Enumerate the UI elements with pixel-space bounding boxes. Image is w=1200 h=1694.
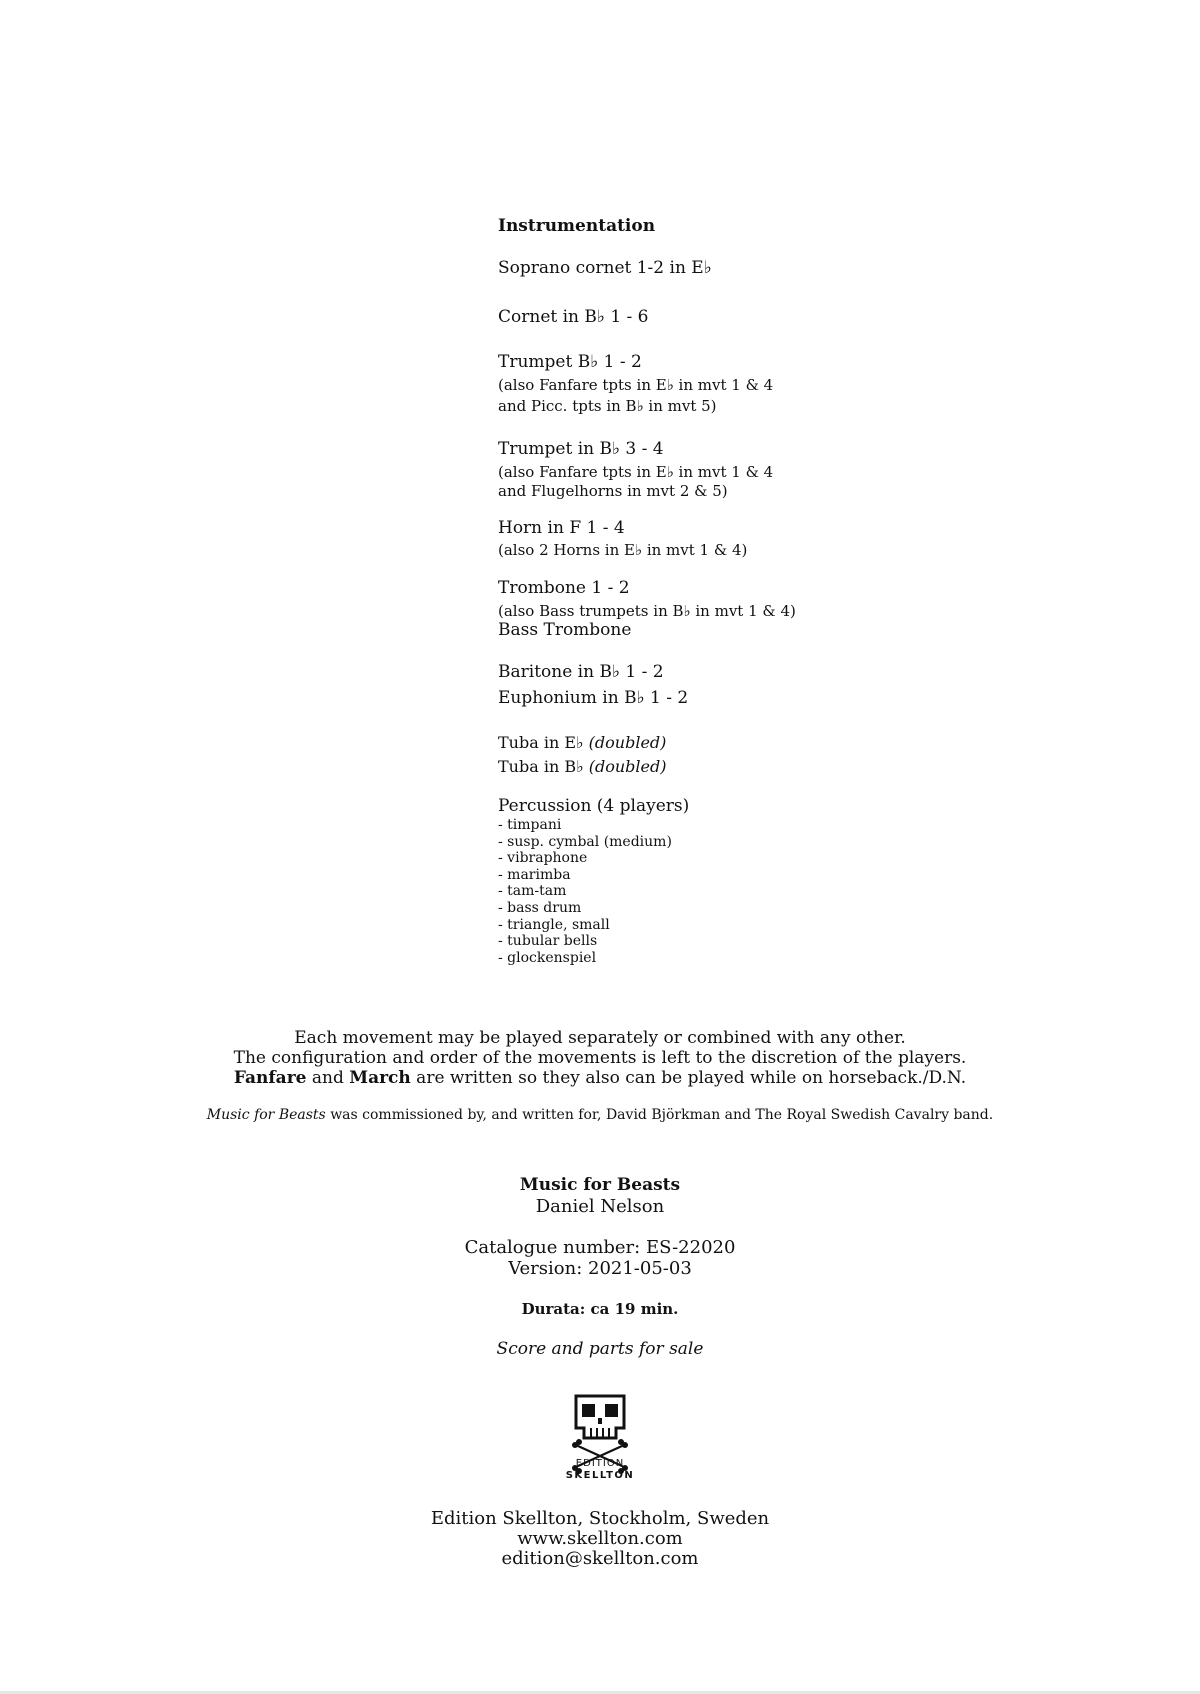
instrument-tuba-eb — [498, 733, 666, 752]
instrument-trumpet-3-4: Trumpet in B♭ 3 - 4 — [498, 439, 664, 459]
instrument-baritone: Baritone in B♭ 1 - 2 — [498, 662, 664, 682]
commission-text: was commissioned by, and written for, David Björkman and The Royal Swedish Cavalry band. — [325, 1107, 994, 1123]
commission-title: Music for Beasts — [206, 1107, 326, 1123]
publisher-email: edition@skellton.com — [501, 1548, 699, 1569]
percussion-item: - tubular bells — [498, 933, 598, 950]
instrument-note: (also Bass trumpets in B♭ in mvt 1 & 4) — [498, 602, 796, 620]
percussion-item: - marimba — [498, 866, 571, 883]
logo-text-edition: EDITION — [575, 1458, 625, 1469]
catalogue-number: Catalogue number: ES-22020 — [464, 1237, 736, 1258]
performance-notes — [0, 1028, 1200, 1088]
percussion-item: - bass drum — [498, 899, 582, 916]
percussion-item: - timpani — [498, 817, 562, 833]
instrument-euphonium: Euphonium in B♭ 1 - 2 — [498, 688, 689, 708]
instrumentation-heading: Instrumentation — [498, 216, 656, 236]
instrument-tuba-bb — [498, 757, 666, 776]
instrument-note: and Flugelhorns in mvt 2 & 5) — [498, 482, 728, 500]
instrument-cornet: Cornet in B♭ 1 - 6 — [498, 307, 649, 327]
percussion-list — [498, 817, 672, 966]
instrument-note: (also Fanfare tpts in E♭ in mvt 1 & 4 — [498, 463, 774, 481]
instrument-soprano-cornet: Soprano cornet 1-2 in E♭ — [498, 258, 712, 278]
percussion-item: - tam-tam — [498, 883, 567, 900]
composer-name: Daniel Nelson — [535, 1196, 665, 1217]
performance-note-line — [0, 1068, 1200, 1088]
publisher-website: www.skellton.com — [517, 1528, 683, 1549]
instrument-trumpet-1-2: Trumpet B♭ 1 - 2 — [498, 352, 642, 372]
percussion-item: - susp. cymbal (medium) — [498, 833, 672, 850]
percussion-item: - vibraphone — [498, 850, 588, 867]
instrument-note: and Picc. tpts in B♭ in mvt 5) — [498, 397, 717, 415]
tuba-bb-label: Tuba in B♭ — [498, 757, 584, 776]
doubled-note: (doubled) — [588, 757, 667, 776]
logo-text-skellton: SKELLTON — [565, 1470, 635, 1481]
tuba-eb-label: Tuba in E♭ — [498, 733, 584, 752]
percussion-item: - glockenspiel — [498, 949, 597, 966]
performance-note-rest: are written so they also can be played while on horseback./D.N. — [410, 1068, 967, 1088]
publisher-contact — [0, 1509, 1200, 1569]
instrument-note: (also 2 Horns in E♭ in mvt 1 & 4) — [498, 541, 748, 559]
march-label: March — [349, 1068, 411, 1088]
percussion-item: - triangle, small — [498, 916, 610, 933]
version: Version: 2021-05-03 — [508, 1258, 692, 1279]
doubled-note: (doubled) — [588, 733, 667, 752]
and-text: and — [306, 1068, 350, 1088]
instrument-note: (also Fanfare tpts in E♭ in mvt 1 & 4 — [498, 376, 774, 394]
instrument-horn: Horn in F 1 - 4 — [498, 518, 625, 538]
instrument-bass-trombone: Bass Trombone — [498, 620, 632, 640]
publisher-address: Edition Skellton, Stockholm, Sweden — [430, 1508, 770, 1529]
instrument-percussion: Percussion (4 players) — [498, 796, 690, 816]
commission-note — [0, 1107, 1200, 1123]
duration: Durata: ca 19 min. — [521, 1300, 679, 1318]
availability: Score and parts for sale — [496, 1339, 704, 1359]
fanfare-label: Fanfare — [233, 1068, 307, 1088]
performance-note-line: The configuration and order of the movements is left to the discretion of the players. — [233, 1048, 967, 1068]
instrument-trombone: Trombone 1 - 2 — [498, 578, 630, 598]
performance-note-line: Each movement may be played separately or combined with any other. — [294, 1028, 906, 1048]
work-title: Music for Beasts — [519, 1175, 681, 1195]
